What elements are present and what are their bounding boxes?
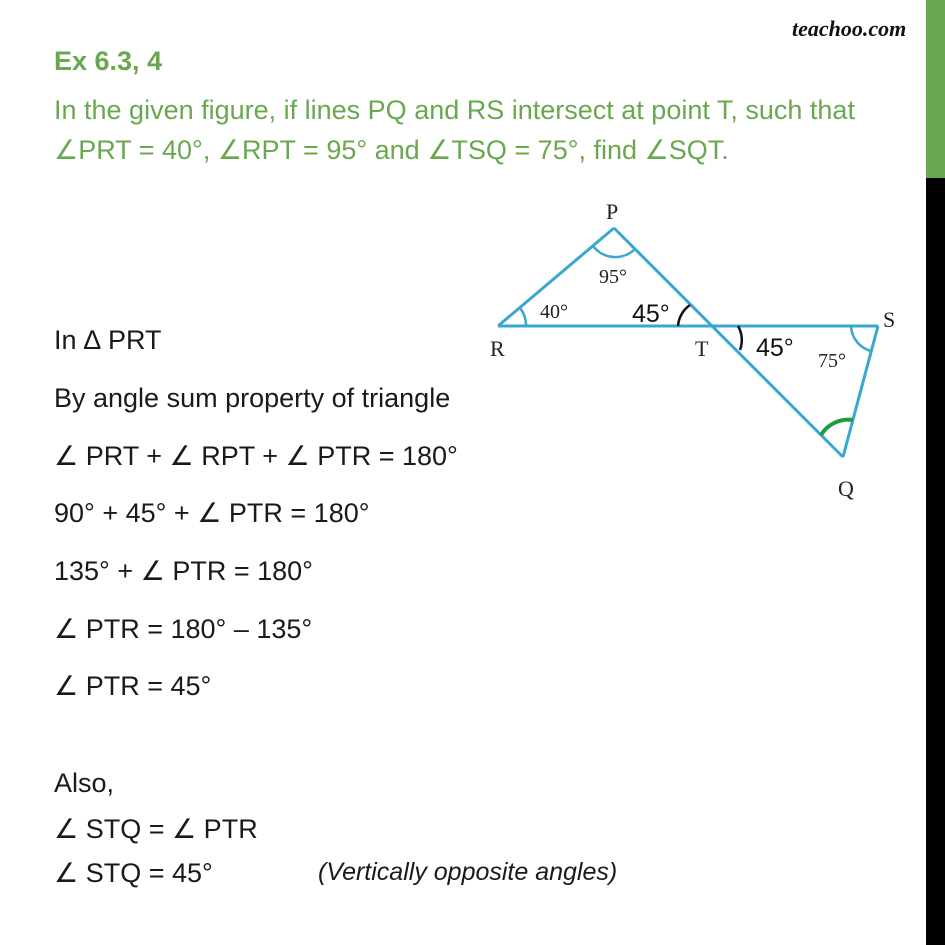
arc-stq bbox=[738, 326, 742, 350]
solution-line-6: ∠ PTR = 180° – 135° bbox=[54, 614, 313, 644]
angle-label-tsq: 75° bbox=[818, 350, 846, 372]
vertex-p: P bbox=[606, 199, 619, 224]
arc-ptr bbox=[678, 305, 690, 326]
vertex-r: R bbox=[490, 336, 505, 361]
solution-line-1: In ∆ PRT bbox=[54, 325, 162, 355]
vertex-s: S bbox=[883, 307, 896, 332]
scrollbar-thumb[interactable] bbox=[926, 0, 945, 178]
arc-rpt bbox=[593, 246, 635, 257]
angle-label-rpt: 95° bbox=[599, 266, 627, 288]
question-text: In the given figure, if lines PQ and RS intersect at point T, such that ∠PRT = 40°, ∠RPT = 95° and ∠TSQ = 75°, find ∠SQT. bbox=[54, 95, 855, 165]
angle-label-prt: 40° bbox=[540, 301, 568, 323]
reason-note: (Vertically opposite angles) bbox=[318, 858, 618, 886]
geometry-figure bbox=[470, 190, 920, 520]
brand-logo: teachoo.com bbox=[792, 16, 907, 41]
solution-line-2: By angle sum property of triangle bbox=[54, 383, 451, 413]
angle-label-stq: 45° bbox=[756, 334, 794, 362]
solution-line-8: Also, bbox=[54, 768, 115, 798]
solution-line-3: ∠ PRT + ∠ RPT + ∠ PTR = 180° bbox=[54, 441, 458, 471]
vertex-t: T bbox=[695, 336, 709, 361]
vertex-q: Q bbox=[838, 476, 854, 501]
arc-tsq bbox=[851, 326, 871, 351]
solution-line-7: ∠ PTR = 45° bbox=[54, 671, 212, 701]
solution-line-5: 135° + ∠ PTR = 180° bbox=[54, 556, 313, 586]
arc-prt bbox=[520, 308, 526, 326]
solution-line-9: ∠ STQ = ∠ PTR bbox=[54, 814, 258, 844]
angle-label-ptr: 45° bbox=[632, 300, 670, 328]
solution-line-4: 90° + 45° + ∠ PTR = 180° bbox=[54, 498, 370, 528]
solution-line-10: ∠ STQ = 45° bbox=[54, 858, 213, 888]
exercise-title: Ex 6.3, 4 bbox=[54, 46, 163, 76]
line-pq bbox=[614, 228, 843, 457]
